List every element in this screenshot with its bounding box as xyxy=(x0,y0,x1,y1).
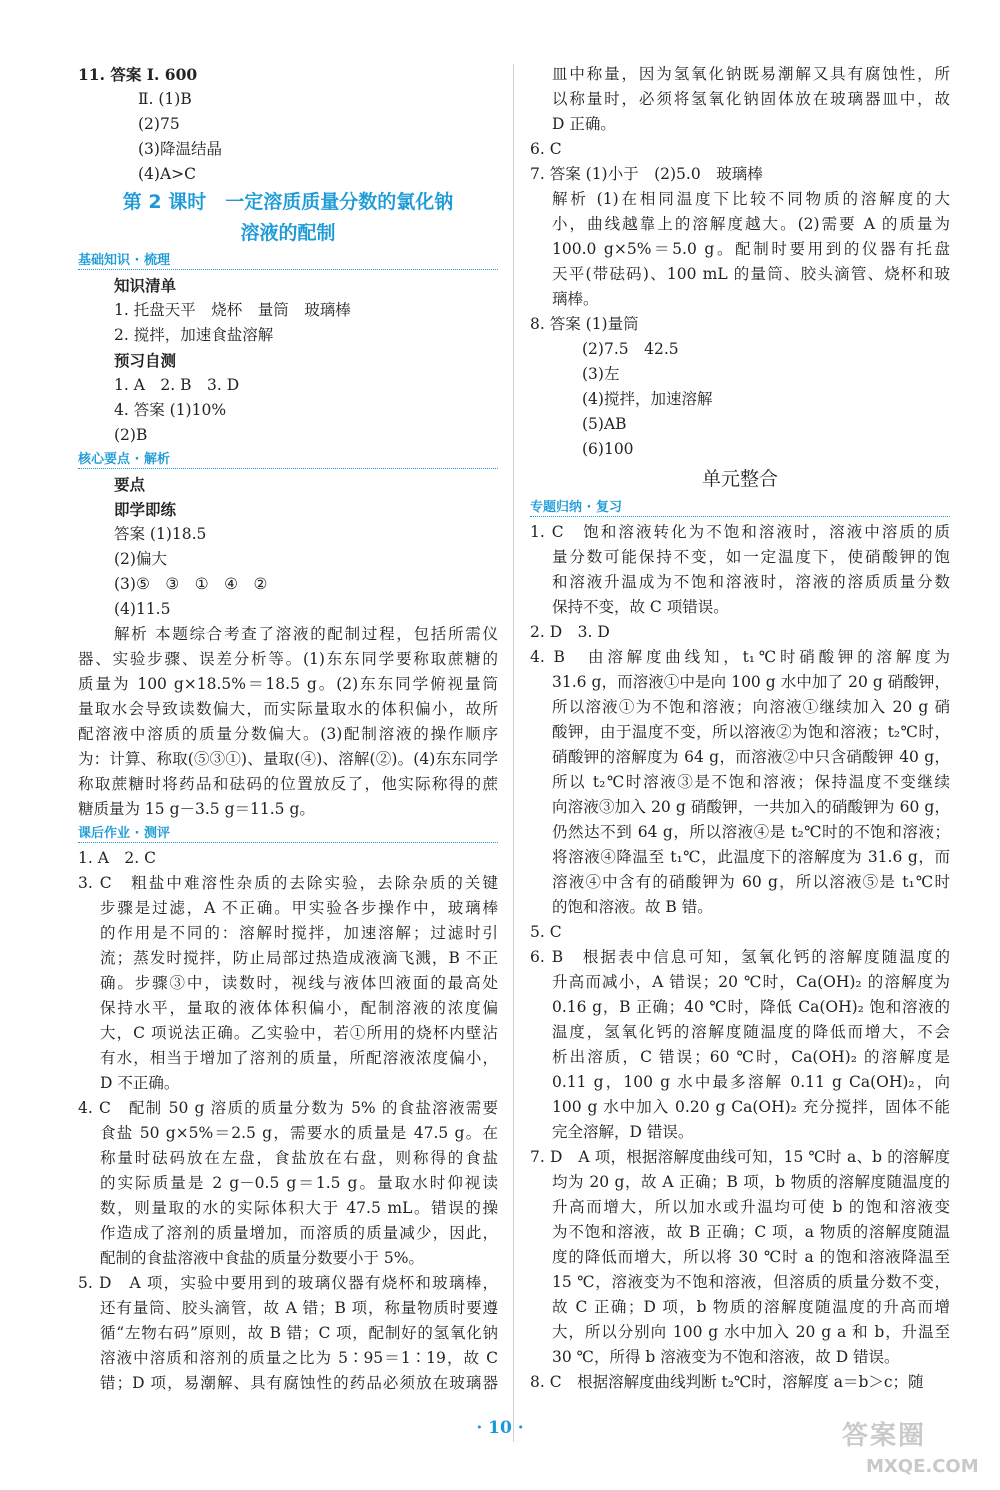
text-line: 2. 搅拌，加速食盐溶解 xyxy=(114,326,274,344)
text-line: 保持不变，故 C 项错误。 xyxy=(552,598,729,616)
text-line: 称量时砝码放在左盘，食盐放在右盘，则称得的食盐 xyxy=(100,1149,498,1167)
text-line: 作造成了溶剂的质量增加，而溶质的质量减少，因此， xyxy=(100,1224,498,1242)
text-line: 完全溶解，D 错误。 xyxy=(552,1123,694,1141)
text-line: 100 g 水中加入 0.20 g Ca(OH)₂ 充分搅拌，固体不能 xyxy=(552,1098,950,1116)
text-line: 酸钾，由于温度不变，所以溶液②为饱和溶液；t₂℃时， xyxy=(552,723,950,741)
text-line: Ⅱ. (1)B xyxy=(138,90,192,108)
text-line: 7. 答案 (1)小于 (2)5.0 玻璃棒 xyxy=(530,165,763,183)
text-line: 3. C 粗盐中难溶性杂质的去除实验，去除杂质的关键 xyxy=(78,874,498,892)
text-line: 质量为 100 g×18.5%＝18.5 g。(2)东东同学俯视量筒 xyxy=(78,675,498,693)
text-line: 皿中称量，因为氢氧化钠既易潮解又具有腐蚀性，所 xyxy=(552,65,950,83)
text-line: 食盐 50 g×5%＝2.5 g，需要水的质量是 47.5 g。在 xyxy=(100,1124,498,1142)
text-line: 大，所以分别向 100 g 水中加入 20 g a 和 b，升温至 xyxy=(552,1323,950,1341)
text-line: 的饱和溶液。故 B 错。 xyxy=(552,898,713,916)
lesson-title: 第 2 课时 一定溶质质量分数的氯化钠 xyxy=(122,191,454,213)
text-line: 6. C xyxy=(530,140,562,158)
text-line: 为：计算、称取(⑤③①)、量取(④)、溶解(②)。(4)东东同学 xyxy=(78,750,498,768)
unit-title: 单元整合 xyxy=(701,468,778,490)
text-line: 确。步骤③中，读数时，视线与液体凹液面的最高处 xyxy=(100,974,498,992)
text-line: (2)75 xyxy=(138,115,180,133)
text-line: 所以溶液①为不饱和溶液；向溶液①继续加入 20 g 硝 xyxy=(552,698,950,716)
text-line: 4. B 由溶解度曲线知，t₁℃时硝酸钾的溶解度为 xyxy=(530,648,950,666)
text-line: (4)11.5 xyxy=(114,600,171,618)
text-line: D 不正确。 xyxy=(100,1074,180,1092)
text-line: 1. C 饱和溶液转化为不饱和溶液时，溶液中溶质的质 xyxy=(530,523,950,541)
section-header xyxy=(78,448,498,472)
right-column xyxy=(530,62,950,1395)
text-line: 1. A 2. B 3. D xyxy=(114,376,240,394)
text-line: 解析 (1)在相同温度下比较不同物质的溶解度的大 xyxy=(552,190,950,208)
text-line: 流；蒸发时搅拌，防止局部过热造成液滴飞溅，B 不正 xyxy=(100,949,498,967)
text-line: (3)左 xyxy=(582,365,620,383)
text-line: 和溶液升温成为不饱和溶液时，溶液的溶质质量分数 xyxy=(552,573,950,591)
text-line: 0.11 g，100 g 水中最多溶解 0.11 g Ca(OH)₂，向 xyxy=(552,1073,950,1091)
section-header-label: 专题归纳 · 复习 xyxy=(530,500,628,515)
text-line: 答案 (1)18.5 xyxy=(114,525,207,543)
text-line: 4. 答案 (1)10% xyxy=(114,401,227,419)
text-line: 析出溶质，C 错误；60 ℃时，Ca(OH)₂ 的溶解度是 xyxy=(552,1048,950,1066)
text-line: (5)AB xyxy=(582,415,627,433)
text-line: (2)B xyxy=(114,426,148,444)
text-line: 向溶液③加入 20 g 硝酸钾，一共加入的硝酸钾为 60 g， xyxy=(552,798,950,816)
text-line: 8. C 根据溶解度曲线判断 t₂℃时，溶解度 a＝b＞c；随 xyxy=(530,1373,924,1391)
text-line: 解析 本题综合考查了溶液的配制过程，包括所需仪 xyxy=(114,625,498,643)
text-line: 故 C 正确；D 项，b 物质的溶解度随温度的升高而增 xyxy=(552,1298,950,1316)
text-line: 2. D 3. D xyxy=(530,623,610,641)
text-line: 5. C xyxy=(530,923,562,941)
text-line: 量分数可能保持不变，如一定温度下，使硝酸钾的饱 xyxy=(552,548,950,566)
watermark-bottom-text: MXQE.COM xyxy=(866,1456,979,1477)
text-line: 4. C 配制 50 g 溶质的质量分数为 5% 的食盐溶液需要 xyxy=(78,1099,498,1117)
text-line: 要点 xyxy=(114,475,146,494)
text-line: 配制的食盐溶液中食盐的质量分数要小于 5%。 xyxy=(100,1249,425,1267)
text-line: 器、实验步骤、误差分析等。(1)东东同学要称取蔗糖的 xyxy=(78,650,498,668)
text-line: 预习自测 xyxy=(114,351,177,370)
text-line: (4)搅拌，加速溶解 xyxy=(582,390,713,408)
text-line: 0.16 g，B 正确；40 ℃时，降低 Ca(OH)₂ 饱和溶液的 xyxy=(552,998,950,1016)
text-line: 知识清单 xyxy=(114,276,177,295)
text-line: 保持水平，量取的液体体积偏小，配制溶液的浓度偏 xyxy=(100,999,498,1017)
text-line: 仍然达不到 64 g，所以溶液④是 t₂℃时的不饱和溶液； xyxy=(552,823,950,841)
text-line: 小，曲线越靠上的溶解度越大。(2)需要 A 的质量为 xyxy=(552,215,950,233)
column-divider xyxy=(513,64,514,1442)
text-line: 1. 托盘天平 烧杯 量筒 玻璃棒 xyxy=(114,301,351,319)
text-line: 以称量时，必须将氢氧化钠固体放在玻璃器皿中，故 xyxy=(552,90,950,108)
text-line: (3)降温结晶 xyxy=(138,140,222,158)
text-line: 30 ℃，所得 b 溶液变为不饱和溶液，故 D 错误。 xyxy=(552,1348,900,1366)
watermark-logo xyxy=(842,1418,982,1484)
text-line: 8. 答案 (1)量筒 xyxy=(530,315,639,333)
text-line: 天平(带砝码)、100 mL 的量筒、胶头滴管、烧杯和玻 xyxy=(552,265,950,283)
text-line: 度的降低而增大，所以将 30 ℃时 a 的饱和溶液降温至 xyxy=(552,1248,950,1266)
text-line: (6)100 xyxy=(582,440,634,458)
text-line: 7. D A 项，根据溶解度曲线可知，15 ℃时 a、b 的溶解度 xyxy=(530,1148,950,1166)
text-line: (4)A>C xyxy=(138,165,196,183)
section-header xyxy=(78,822,498,846)
text-line: 还有量筒、胶头滴管，故 A 错；B 项，称量物质时要遵 xyxy=(100,1299,498,1317)
text-line: 31.6 g，而溶液①中是向 100 g 水中加了 20 g 硝酸钾， xyxy=(552,673,950,691)
text-line: 11. 答案 Ⅰ. 600 xyxy=(78,65,198,84)
text-line: 升高而增大，所以加水或升温均可使 b 的饱和溶液变 xyxy=(552,1198,950,1216)
text-line: 温度，氢氧化钙的溶解度随温度的降低而增大，不会 xyxy=(552,1023,950,1041)
text-line: (2)偏大 xyxy=(114,550,167,568)
text-line: 数，则量取的水的实际体积大于 47.5 mL。错误的操 xyxy=(100,1199,498,1217)
section-header-label: 基础知识 · 梳理 xyxy=(78,253,176,268)
text-line: 的实际质量是 2 g－0.5 g＝1.5 g。量取水时仰视读 xyxy=(100,1174,498,1192)
text-line: D 正确。 xyxy=(552,115,616,133)
section-header xyxy=(530,496,950,520)
section-header-label: 核心要点 · 解析 xyxy=(78,452,176,467)
text-line: 有水，相当于增加了溶剂的质量，所配溶液浓度偏小， xyxy=(100,1049,498,1067)
text-line: 1. A 2. C xyxy=(78,849,156,867)
text-line: (3)⑤ ③ ① ④ ② xyxy=(114,575,268,593)
text-line: 步骤是过滤，A 不正确。甲实验各步操作中，玻璃棒 xyxy=(100,899,498,917)
text-line: 糖质量为 15 g－3.5 g＝11.5 g。 xyxy=(78,800,315,818)
text-line: 的作用是不同的：溶解时搅拌，加速溶解；过滤时引 xyxy=(100,924,498,942)
text-line: 100.0 g×5%＝5.0 g。配制时要用到的仪器有托盘 xyxy=(552,240,950,258)
text-line: 均为 20 g，故 A 正确；B 项，b 物质的溶解度随温度的 xyxy=(552,1173,950,1191)
text-line: 硝酸钾的溶解度为 64 g，而溶液②中只含硝酸钾 40 g， xyxy=(552,748,950,766)
text-line: 大，C 项说法正确。乙实验中，若①所用的烧杯内壁沾 xyxy=(100,1024,498,1042)
text-line: 量取水会导致读数偏大，而实际量取水的体积偏小，故所 xyxy=(78,700,498,718)
text-line: 将溶液④降温至 t₁℃，此温度下的溶解度为 31.6 g，而 xyxy=(552,848,950,866)
lesson-title: 溶液的配制 xyxy=(240,222,336,244)
section-header xyxy=(78,249,498,273)
text-line: 所以 t₂℃时溶液③是不饱和溶液；保持温度不变继续 xyxy=(552,773,950,791)
text-line: 璃棒。 xyxy=(552,290,599,308)
text-line: (2)7.5 42.5 xyxy=(582,340,679,358)
text-line: 升高而减小，A 错误；20 ℃时，Ca(OH)₂ 的溶解度为 xyxy=(552,973,950,991)
left-column xyxy=(78,62,498,1396)
text-line: 错；D 项，易潮解、具有腐蚀性的药品必须放在玻璃器 xyxy=(100,1374,498,1392)
text-line: 15 ℃，溶液变为不饱和溶液，但溶质的质量分数不变， xyxy=(552,1273,950,1291)
section-header-label: 课后作业 · 测评 xyxy=(78,826,176,841)
text-line: 配溶液中溶质的质量分数偏大。(3)配制溶液的操作顺序 xyxy=(78,725,498,743)
text-line: 称取蔗糖时将药品和砝码的位置放反了，他实际称得的蔗 xyxy=(78,775,498,793)
text-line: 溶液中溶质和溶剂的质量之比为 5∶95＝1∶19，故 C xyxy=(100,1349,498,1367)
text-line: 循“左物右码”原则，故 B 错；C 项，配制好的氢氧化钠 xyxy=(100,1324,498,1342)
text-line: 为不饱和溶液，故 B 正确；C 项，a 物质的溶解度随温 xyxy=(552,1223,950,1241)
watermark-top-text: 答案圈 xyxy=(842,1421,927,1451)
text-line: 6. B 根据表中信息可知，氢氧化钙的溶解度随温度的 xyxy=(530,948,950,966)
page-number: · 10 · xyxy=(476,1418,524,1438)
text-line: 5. D A 项，实验中要用到的玻璃仪器有烧杯和玻璃棒， xyxy=(78,1274,498,1292)
text-line: 溶液④中含有的硝酸钾为 60 g，所以溶液⑤是 t₁℃时 xyxy=(552,873,950,891)
text-line: 即学即练 xyxy=(114,500,177,519)
